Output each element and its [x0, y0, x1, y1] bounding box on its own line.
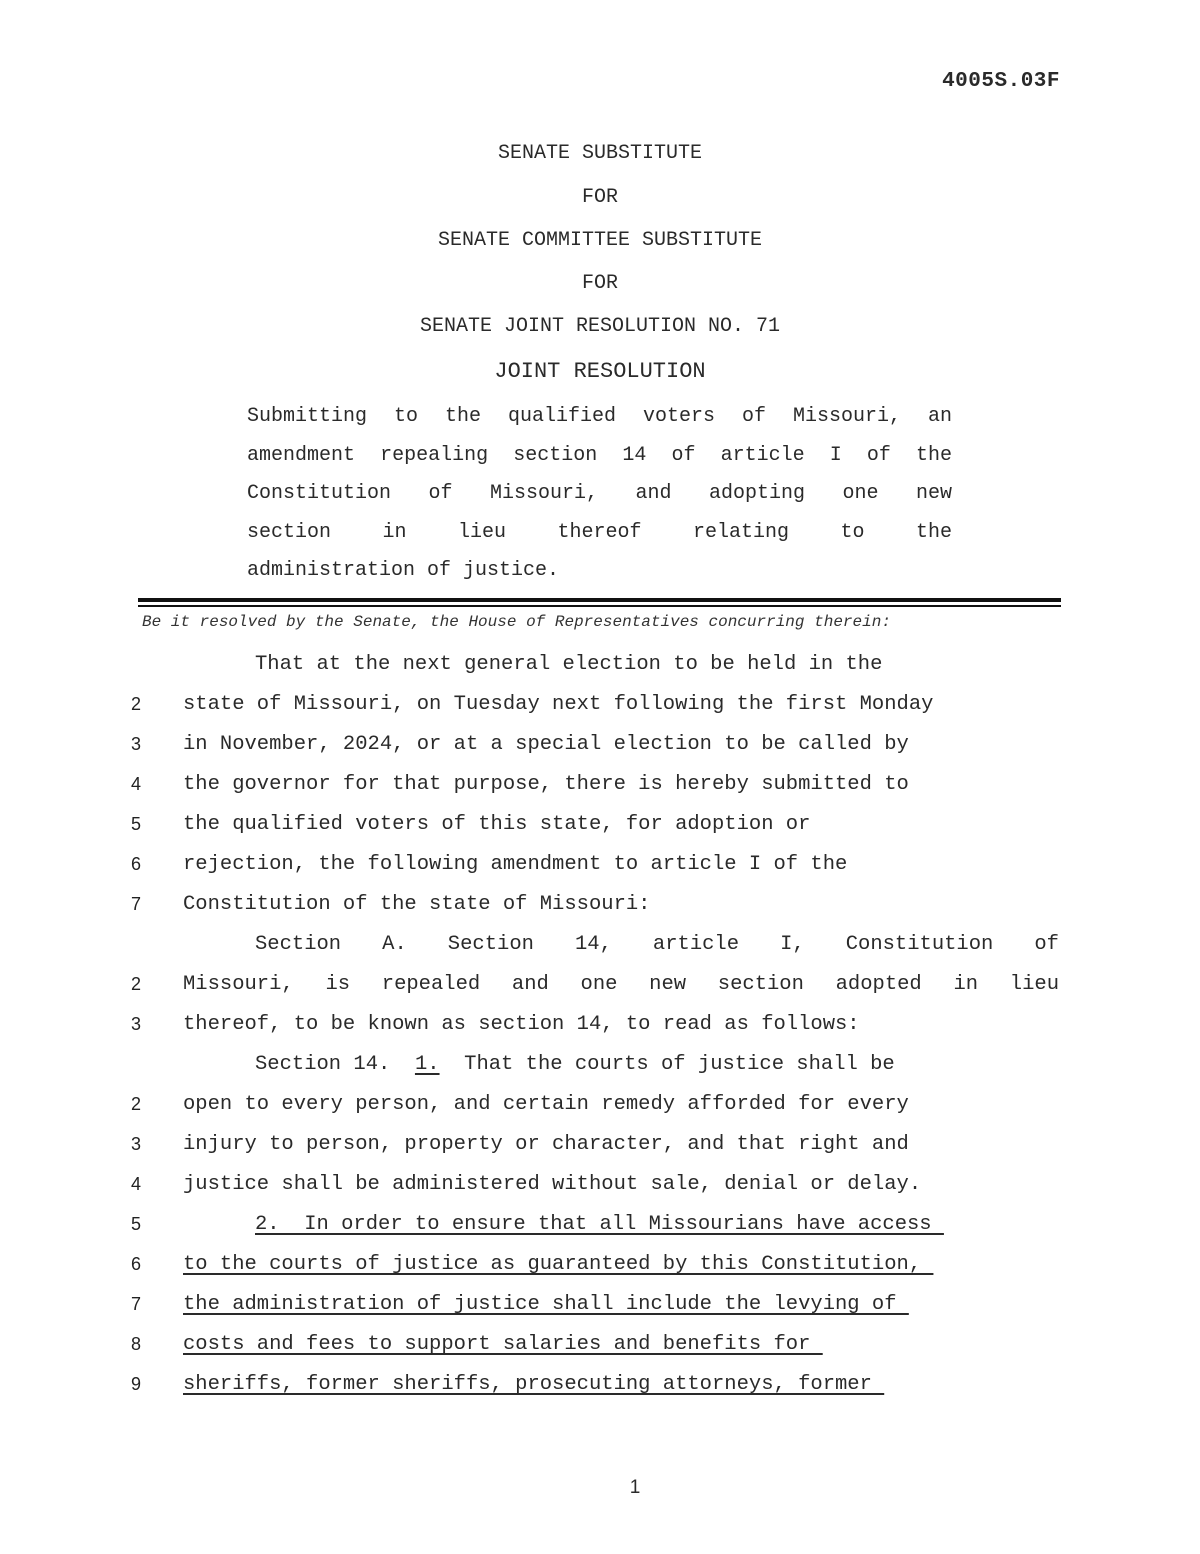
body-line: the qualified voters of this state, for adoption or — [183, 813, 811, 836]
body-line: justice shall be administered without sale, denial or delay. — [183, 1173, 922, 1196]
line-number: 8 — [130, 1334, 141, 1354]
line-number: 4 — [130, 1174, 141, 1194]
line-number: 2 — [130, 1094, 141, 1114]
line-number: 2 — [130, 694, 141, 714]
heading-resolution-number: SENATE JOINT RESOLUTION NO. 71 — [419, 315, 781, 338]
document-title: JOINT RESOLUTION — [494, 359, 706, 384]
new-text-line: costs and fees to support salaries and benefits for — [183, 1333, 823, 1356]
line-number: 6 — [130, 1254, 141, 1274]
body-line: the governor for that purpose, there is hereby submitted to — [183, 773, 909, 796]
new-text-line: the administration of justice shall include the levying of — [183, 1293, 909, 1316]
line-number: 3 — [130, 734, 141, 754]
line-number: 6 — [130, 854, 141, 874]
summary-line: administration of justice. — [247, 559, 560, 582]
new-text-line: 2. In order to ensure that all Missourians have access — [255, 1213, 944, 1236]
summary-line: Submitting to the qualified voters of Missouri, an — [247, 405, 952, 428]
section-14-first-text: That the courts of justice shall be — [439, 1053, 895, 1076]
heading-senate-substitute: SENATE SUBSTITUTE — [497, 142, 703, 165]
line-number: 7 — [130, 1294, 141, 1314]
body-line: rejection, the following amendment to article I of the — [183, 853, 848, 876]
body-line: thereof, to be known as section 14, to read as follows: — [183, 1013, 860, 1036]
summary-line: section in lieu thereof relating to the — [247, 520, 952, 544]
new-text-line: sheriffs, former sheriffs, prosecuting attorneys, former — [183, 1373, 885, 1396]
body-line: injury to person, property or character, and that right and — [183, 1133, 909, 1156]
heading-for-2: FOR — [581, 272, 618, 295]
line-number: 7 — [130, 894, 141, 914]
double-rule-top — [138, 598, 1061, 602]
body-line: Missouri, is repealed and one new section adopted in lieu — [183, 973, 1059, 996]
heading-for-1: FOR — [581, 186, 618, 209]
summary-line: Constitution of Missouri, and adopting one new — [247, 482, 952, 505]
body-line: in November, 2024, or at a special election to be called by — [183, 733, 909, 756]
line-number: 3 — [130, 1014, 141, 1034]
line-number: 4 — [130, 774, 141, 794]
line-number: 5 — [130, 814, 141, 834]
line-number: 2 — [130, 974, 141, 994]
body-line: That at the next general election to be held in the — [255, 653, 883, 676]
body-line: Section A. Section 14, article I, Constitution of — [255, 933, 1059, 956]
line-number: 3 — [130, 1134, 141, 1154]
summary-line: amendment repealing section 14 of article I of the — [247, 443, 952, 467]
body-line: state of Missouri, on Tuesday next following the first Monday — [183, 693, 934, 716]
double-rule-bottom — [138, 605, 1061, 607]
new-text-line: to the courts of justice as guaranteed by this Constitution, — [183, 1253, 934, 1276]
subsection-1-label: 1. — [414, 1053, 440, 1076]
resolving-clause: Be it resolved by the Senate, the House of Representatives concurring therein: — [142, 613, 891, 631]
line-number: 9 — [130, 1374, 141, 1394]
summary-block — [247, 398, 952, 591]
body-line: open to every person, and certain remedy afforded for every — [183, 1093, 909, 1116]
section-14-label: Section 14. — [255, 1053, 415, 1076]
document-id: 4005S.03F — [942, 70, 1060, 93]
heading-committee-substitute: SENATE COMMITTEE SUBSTITUTE — [437, 229, 763, 252]
body-line: Constitution of the state of Missouri: — [183, 893, 651, 916]
section-14-first-line — [255, 1053, 895, 1076]
line-number: 5 — [130, 1214, 141, 1234]
page-number: 1 — [629, 1477, 641, 1498]
